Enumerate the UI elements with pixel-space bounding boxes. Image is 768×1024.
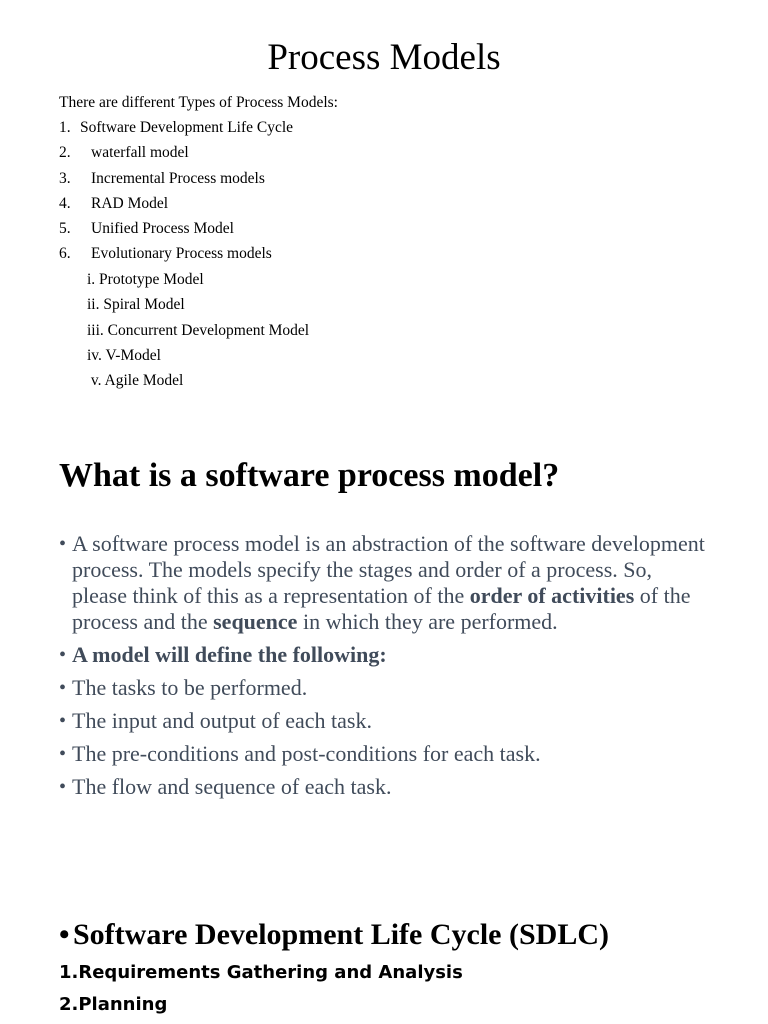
bullet-item bbox=[59, 642, 709, 668]
list-number: 5. bbox=[59, 220, 71, 238]
list-number: 3. bbox=[59, 169, 71, 187]
evolutionary-sublist bbox=[87, 270, 309, 396]
bullet-dot: • bbox=[59, 918, 70, 951]
list-number: 6. bbox=[59, 245, 71, 263]
list-item bbox=[59, 219, 293, 244]
list-item bbox=[59, 143, 293, 168]
sdlc-heading bbox=[59, 916, 609, 954]
list-label: waterfall model bbox=[91, 144, 189, 162]
intro-text: There are different Types of Process Models: bbox=[59, 94, 338, 111]
list-item bbox=[59, 118, 293, 143]
bullet-dot: • bbox=[59, 533, 67, 555]
define-item: The pre-conditions and post-conditions for each task. bbox=[72, 741, 541, 766]
define-item: The tasks to be performed. bbox=[72, 675, 308, 700]
sublist-item: iii. Concurrent Development Model bbox=[87, 321, 310, 339]
sublist-item: iv. V-Model bbox=[87, 346, 161, 364]
bullet-dot: • bbox=[59, 743, 67, 765]
bullet-item bbox=[59, 675, 709, 701]
sdlc-heading-text: Software Development Life Cycle (SDLC) bbox=[73, 918, 610, 951]
process-model-list bbox=[59, 118, 293, 270]
list-label: Incremental Process models bbox=[91, 169, 265, 187]
bullet-item bbox=[59, 741, 709, 767]
bullet-dot: • bbox=[59, 677, 67, 699]
bullet-item bbox=[59, 774, 709, 800]
section-heading: What is a software process model? bbox=[59, 457, 560, 494]
define-item: The input and output of each task. bbox=[72, 708, 372, 733]
define-item: The flow and sequence of each task. bbox=[72, 774, 392, 799]
list-item bbox=[59, 169, 293, 194]
sublist-item: v. Agile Model bbox=[87, 372, 184, 390]
list-label: RAD Model bbox=[91, 194, 169, 212]
list-number: 2. bbox=[59, 144, 71, 162]
page-title: Process Models bbox=[267, 37, 501, 78]
paragraph-text: A software process model is an abstraction of the software development process. The models specify the stages and order of a process. So, please think of this as a representation of the order of activities of the process and the sequence in which they are performed. bbox=[72, 531, 705, 634]
list-label: Evolutionary Process models bbox=[91, 245, 272, 263]
emphasis-order: order of activities bbox=[469, 583, 635, 608]
bullet-item bbox=[59, 531, 709, 635]
sublist-item: ii. Spiral Model bbox=[87, 296, 185, 314]
sublist-item: i. Prototype Model bbox=[87, 271, 204, 288]
list-item bbox=[59, 244, 293, 269]
sdlc-step: 1.Requirements Gathering and Analysis bbox=[59, 962, 463, 983]
emphasis-sequence: sequence bbox=[213, 609, 298, 634]
list-item bbox=[59, 194, 293, 219]
list-label: Software Development Life Cycle bbox=[80, 119, 294, 136]
bullet-item bbox=[59, 708, 709, 734]
bullet-dot: • bbox=[59, 644, 67, 666]
define-heading: A model will define the following: bbox=[72, 642, 387, 667]
list-label: Unified Process Model bbox=[91, 220, 234, 238]
definition-bullets bbox=[59, 531, 709, 807]
sdlc-step: 2.Planning bbox=[59, 994, 168, 1015]
bullet-dot: • bbox=[59, 710, 67, 732]
bullet-dot: • bbox=[59, 776, 67, 798]
list-number: 4. bbox=[59, 194, 71, 212]
list-number: 1. bbox=[59, 119, 71, 136]
